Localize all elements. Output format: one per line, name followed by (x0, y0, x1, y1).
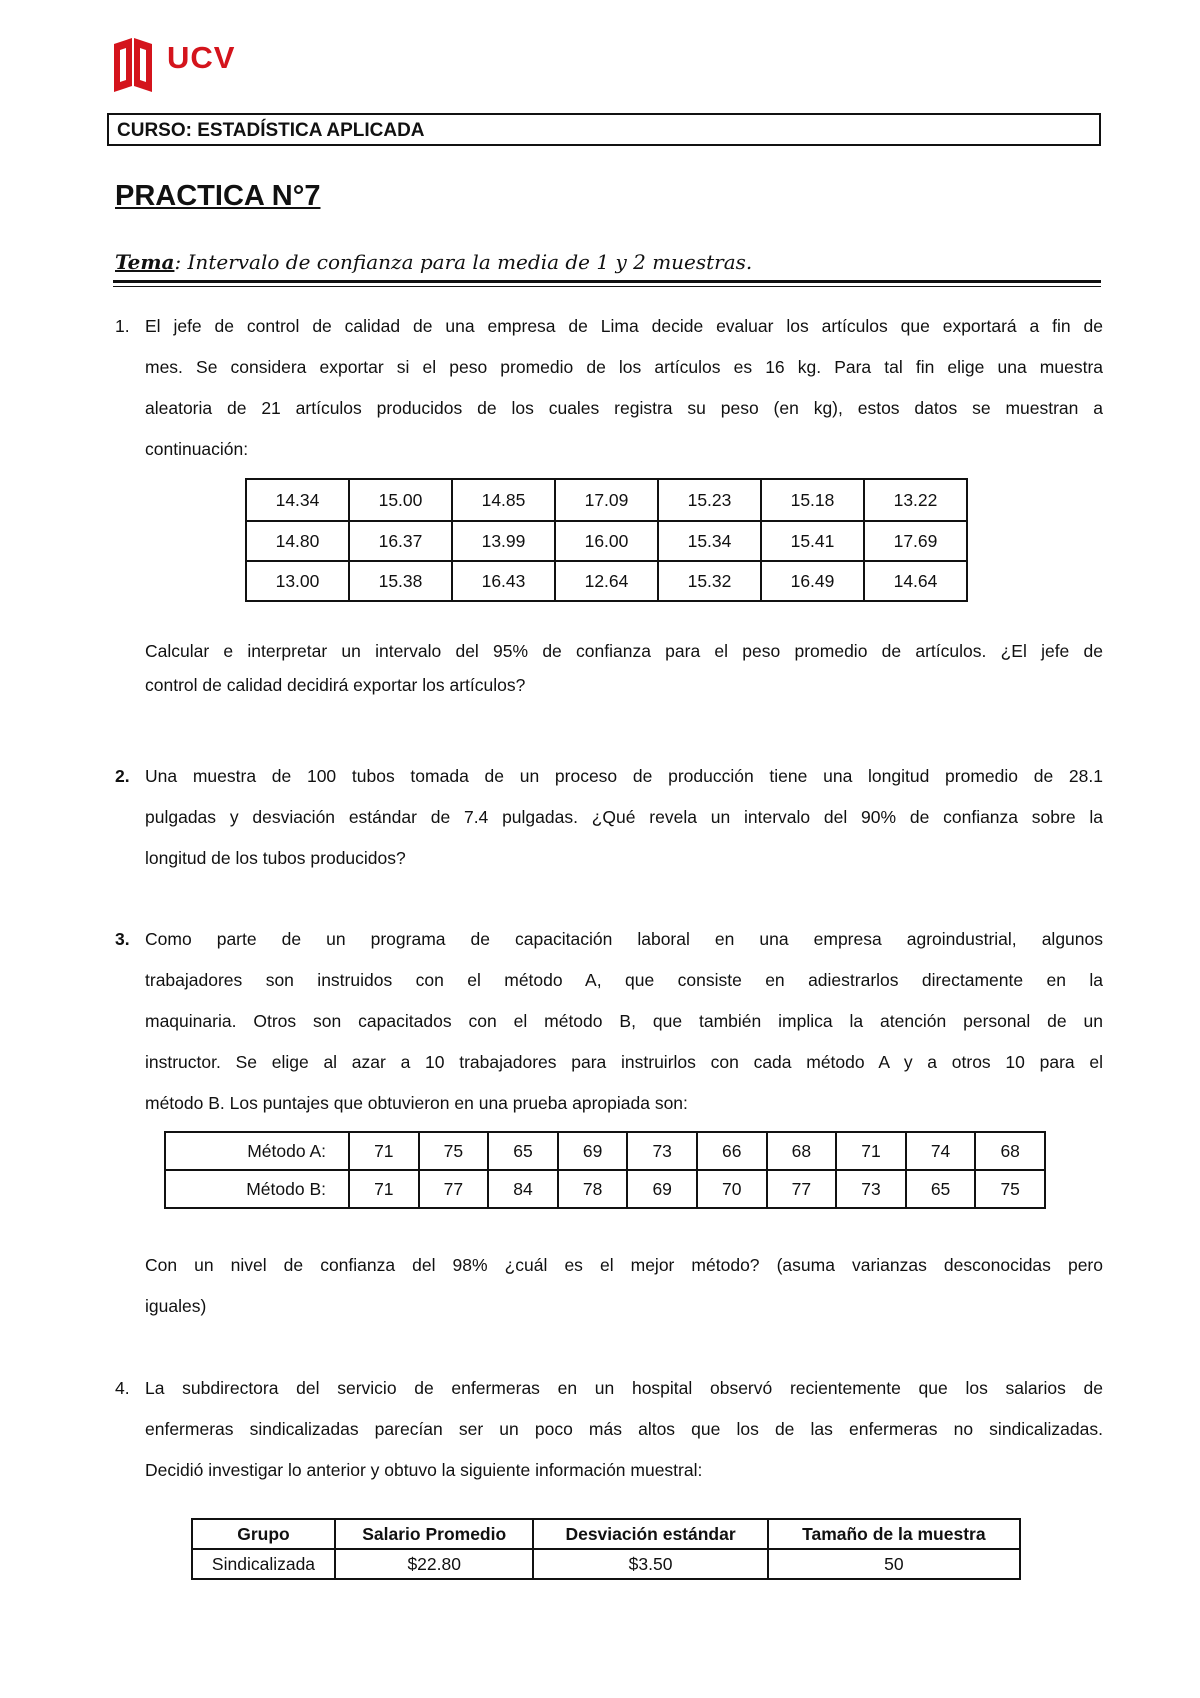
question-number: 1. (115, 316, 130, 336)
course-title: CURSO: ESTADÍSTICA APLICADA (117, 120, 425, 141)
row-label: Método B: (165, 1170, 349, 1208)
table-row (165, 1132, 1045, 1170)
table-cell: 69 (627, 1170, 697, 1208)
question-text-line: enfermeras sindicalizadas parecían ser un poco más altos que los de las enfermeras no sindicalizadas. (145, 1419, 1103, 1439)
divider-thick (113, 280, 1101, 283)
table-cell: 14.80 (246, 521, 349, 561)
question-text-line: mes. Se considera exportar si el peso promedio de los artículos es 16 kg. Para tal fin elige una muestra (145, 357, 1103, 377)
question-text-line: Como parte de un programa de capacitación laboral en una empresa agroindustrial, algunos (145, 929, 1103, 949)
table-cell: 12.64 (555, 561, 658, 601)
table-cell: 15.32 (658, 561, 761, 601)
table-cell: 50 (768, 1549, 1020, 1579)
question-text-line: instructor. Se elige al azar a 10 trabajadores para instruirlos con cada método A y a otros 10 para el (145, 1052, 1103, 1072)
question-text-line: La subdirectora del servicio de enfermeras en un hospital observó recientemente que los salarios de (145, 1378, 1103, 1398)
table-cell: 65 (906, 1170, 976, 1208)
table-cell: 71 (349, 1170, 419, 1208)
table-cell: $3.50 (533, 1549, 767, 1579)
table-cell: 74 (906, 1132, 976, 1170)
table-cell: 16.49 (761, 561, 864, 601)
topic-text: : Intervalo de confianza para la media de 1 y 2 muestras. (174, 250, 753, 274)
methods-scores-table (164, 1131, 1046, 1209)
column-header: Grupo (192, 1519, 335, 1549)
table-cell: 16.43 (452, 561, 555, 601)
page-title: PRACTICA N°7 (115, 180, 321, 212)
table-cell: 84 (488, 1170, 558, 1208)
table-cell: Sindicalizada (192, 1549, 335, 1579)
table-cell: 13.22 (864, 479, 967, 521)
column-header: Salario Promedio (335, 1519, 533, 1549)
table-cell: 14.34 (246, 479, 349, 521)
table-cell: 16.37 (349, 521, 452, 561)
table-cell: 15.00 (349, 479, 452, 521)
column-header: Tamaño de la muestra (768, 1519, 1020, 1549)
table-cell: 17.09 (555, 479, 658, 521)
question-number: 2. (115, 766, 130, 786)
table-cell: 14.64 (864, 561, 967, 601)
table-cell: $22.80 (335, 1549, 533, 1579)
question-text-line: Decidió investigar lo anterior y obtuvo la siguiente información muestral: (145, 1460, 703, 1480)
table-cell: 66 (697, 1132, 767, 1170)
table-cell: 17.69 (864, 521, 967, 561)
table-cell: 71 (349, 1132, 419, 1170)
table-cell: 68 (767, 1132, 837, 1170)
question-text-line: método B. Los puntajes que obtuvieron en una prueba apropiada son: (145, 1093, 688, 1113)
table-cell: 15.41 (761, 521, 864, 561)
question-text-line: trabajadores son instruidos con el método A, que consiste en adiestrarlos directamente en la (145, 970, 1103, 990)
table-cell: 15.34 (658, 521, 761, 561)
question-text-line: El jefe de control de calidad de una empresa de Lima decide evaluar los artículos que exportará a fin de (145, 316, 1103, 336)
table-cell: 15.18 (761, 479, 864, 521)
question-text-line: Con un nivel de confianza del 98% ¿cuál es el mejor método? (asuma varianzas desconocidas pero (145, 1255, 1103, 1275)
table-cell: 77 (767, 1170, 837, 1208)
row-label: Método A: (165, 1132, 349, 1170)
question-text-line: control de calidad decidirá exportar los artículos? (145, 675, 526, 695)
table-cell: 13.00 (246, 561, 349, 601)
table-cell: 71 (836, 1132, 906, 1170)
table-cell: 16.00 (555, 521, 658, 561)
ucv-logo (112, 28, 236, 100)
table-cell: 14.85 (452, 479, 555, 521)
table-cell: 75 (975, 1170, 1045, 1208)
course-header-box (107, 113, 1101, 146)
table-cell: 78 (558, 1170, 628, 1208)
table-row (246, 561, 967, 601)
table-cell: 65 (488, 1132, 558, 1170)
topic-line (115, 250, 752, 274)
question-text-line: longitud de los tubos producidos? (145, 848, 406, 868)
table-cell: 77 (419, 1170, 489, 1208)
question-text-line: pulgadas y desviación estándar de 7.4 pulgadas. ¿Qué revela un intervalo del 90% de confianza sobre la (145, 807, 1103, 827)
table-row (246, 521, 967, 561)
table-cell: 70 (697, 1170, 767, 1208)
weights-table (245, 478, 968, 602)
table-cell: 13.99 (452, 521, 555, 561)
question-text-line: maquinaria. Otros son capacitados con el método B, que también implica la atención personal de un (145, 1011, 1103, 1031)
table-cell: 15.38 (349, 561, 452, 601)
question-number: 3. (115, 929, 130, 949)
table-row (165, 1170, 1045, 1208)
question-text-line: Una muestra de 100 tubos tomada de un proceso de producción tiene una longitud promedio de 28.1 (145, 766, 1103, 786)
question-text-line: aleatoria de 21 artículos producidos de los cuales registra su peso (en kg), estos datos se muestran a (145, 398, 1103, 418)
table-cell: 68 (975, 1132, 1045, 1170)
table-cell: 73 (627, 1132, 697, 1170)
question-text-line: iguales) (145, 1296, 207, 1316)
question-number: 4. (115, 1378, 130, 1398)
column-header: Desviación estándar (533, 1519, 767, 1549)
salaries-table (191, 1518, 1021, 1580)
table-row (246, 479, 967, 521)
table-row (192, 1549, 1020, 1579)
question-text-line: Calcular e interpretar un intervalo del 95% de confianza para el peso promedio de artículos. ¿El jefe de (145, 641, 1103, 661)
divider-thin (113, 286, 1101, 287)
ucv-emblem-icon (112, 36, 167, 96)
topic-label: Tema (115, 250, 175, 274)
logo-text: UCV (167, 40, 236, 75)
table-cell: 73 (836, 1170, 906, 1208)
question-text-line: continuación: (145, 439, 249, 459)
table-cell: 69 (558, 1132, 628, 1170)
table-header-row (192, 1519, 1020, 1549)
table-cell: 15.23 (658, 479, 761, 521)
table-cell: 75 (419, 1132, 489, 1170)
